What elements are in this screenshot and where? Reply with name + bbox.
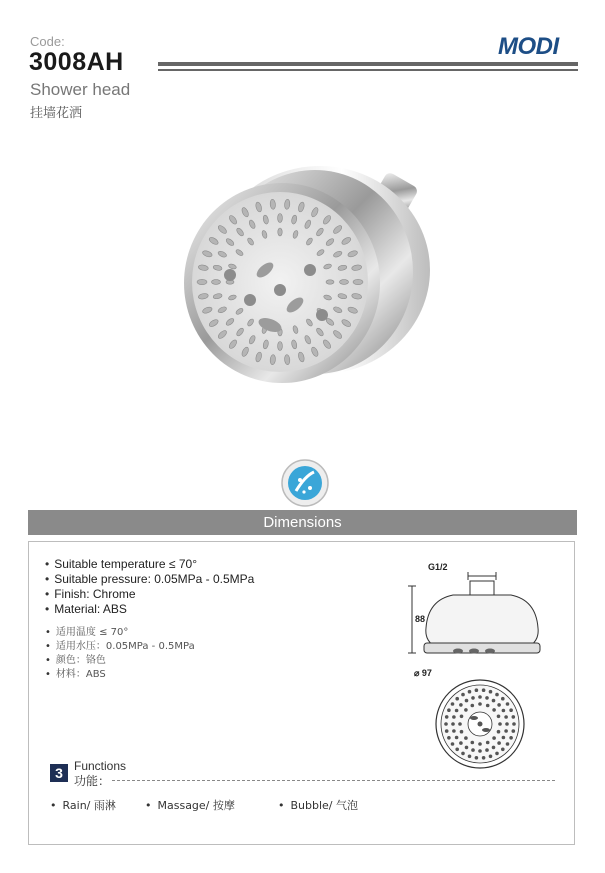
- technical-drawing: [398, 548, 548, 770]
- function-item-bubble: • Bubble/ 气泡: [278, 799, 359, 812]
- drawing-nozzle: [471, 696, 475, 700]
- drawing-nozzle: [471, 741, 475, 745]
- drawing-nozzle: [486, 741, 490, 745]
- drawing-nozzle: [447, 708, 451, 712]
- spec-en-item: • Suitable temperature ≤ 70°: [45, 557, 198, 571]
- shower-head-photo: [170, 150, 440, 420]
- spec-cn-item: • 适用温度 ≤ 70°: [45, 627, 129, 638]
- drawing-nozzle: [485, 748, 489, 752]
- nozzle: [340, 280, 349, 285]
- product-code: 3008AH: [29, 48, 124, 76]
- code-label: Code:: [30, 34, 65, 49]
- functions-divider: [112, 780, 555, 781]
- drawing-nozzle: [512, 722, 516, 726]
- drawing-nozzle: [501, 697, 505, 701]
- nozzle: [212, 280, 221, 285]
- function-item-massage: • Massage/ 按摩: [145, 799, 235, 812]
- nozzle: [278, 342, 283, 351]
- drawing-nozzle: [509, 708, 513, 712]
- drawing-nozzle: [492, 699, 496, 703]
- drawing-nozzle: [459, 703, 463, 707]
- drawing-nozzle: [478, 742, 482, 746]
- spec-en-item: • Material: ABS: [45, 602, 127, 616]
- drawing-nozzle: [478, 702, 482, 706]
- drawing-nozzle: [461, 693, 465, 697]
- drawing-nozzle: [455, 736, 459, 740]
- drawing-nozzle: [492, 708, 496, 712]
- drawing-nozzle: [465, 746, 469, 750]
- spec-cn-item: • 颜色：铬色: [45, 655, 106, 666]
- nozzle: [197, 279, 207, 284]
- drawing-nozzle: [497, 715, 501, 719]
- height-label: 88: [415, 614, 426, 624]
- brand-logo: MODI: [498, 33, 559, 60]
- drawing-nozzle: [486, 704, 490, 708]
- drawing-nozzle: [464, 736, 468, 740]
- drawing-nozzle: [505, 722, 509, 726]
- drawing-nozzle: [509, 736, 513, 740]
- diameter-label: ⌀ 97: [414, 668, 432, 678]
- dimensions-title: Dimensions: [263, 514, 342, 531]
- drawing-nozzle: [455, 748, 459, 752]
- nozzle: [326, 280, 334, 284]
- drawing-nozzle: [471, 704, 475, 708]
- drawing-nozzle: [492, 746, 496, 750]
- functions-title-en: Functions: [74, 759, 127, 773]
- drawing-nozzle: [478, 695, 482, 699]
- drawing-nozzle: [482, 756, 486, 760]
- drawing-nozzle: [512, 729, 516, 733]
- drawing-nozzle: [455, 709, 459, 713]
- drawing-nozzle: [471, 748, 475, 752]
- functions-count-badge: 3: [50, 764, 68, 782]
- drawing-nozzle: [451, 742, 455, 746]
- drawing-nozzle: [444, 722, 448, 726]
- nozzle: [278, 228, 282, 236]
- spec-en-item: • Suitable pressure: 0.05MPa - 0.5MPa: [45, 572, 255, 586]
- drawing-nozzle: [445, 715, 449, 719]
- drawing-nozzle: [460, 730, 464, 734]
- drawing-nozzle: [451, 702, 455, 706]
- drawing-nozzle: [464, 708, 468, 712]
- drawing-nozzle: [485, 696, 489, 700]
- drawing-nozzle: [458, 722, 462, 726]
- drawing-nozzle: [468, 690, 472, 694]
- drawing-nozzle: [495, 693, 499, 697]
- drawing-nozzle: [492, 736, 496, 740]
- drawing-nozzle: [504, 729, 508, 733]
- water-drop-icon: [280, 458, 330, 508]
- drawing-nozzle: [445, 729, 449, 733]
- drawing-nozzle: [478, 749, 482, 753]
- drawing-nozzle: [502, 736, 506, 740]
- drawing-nozzle: [482, 688, 486, 692]
- drawing-nozzle: [447, 736, 451, 740]
- product-name-cn: 挂墙花洒: [30, 106, 83, 121]
- drawing-nozzle: [475, 756, 479, 760]
- drawing-nozzle: [489, 690, 493, 694]
- dimensions-header: [28, 510, 577, 535]
- drawing-nozzle: [497, 703, 501, 707]
- drawing-nozzle: [459, 741, 463, 745]
- drawing-nozzle: [504, 715, 508, 719]
- drawing-nozzle: [475, 688, 479, 692]
- drawing-nozzle: [452, 729, 456, 733]
- drawing-nozzle: [497, 730, 501, 734]
- drawing-nozzle: [512, 715, 516, 719]
- drawing-nozzle: [502, 709, 506, 713]
- product-name-en: Shower head: [30, 80, 131, 99]
- drawing-nozzle: [465, 699, 469, 703]
- drawing-nozzle: [452, 715, 456, 719]
- thread-label: G1/2: [428, 562, 448, 572]
- drawing-nozzle: [498, 722, 502, 726]
- drawing-nozzle: [451, 722, 455, 726]
- spec-cn-item: • 材料：ABS: [45, 669, 106, 680]
- nozzle: [278, 214, 283, 223]
- header-divider: [158, 62, 578, 74]
- function-item-rain: • Rain/ 雨淋: [50, 799, 116, 812]
- drawing-nozzle: [506, 702, 510, 706]
- drawing-nozzle: [489, 755, 493, 759]
- drawing-nozzle: [506, 742, 510, 746]
- spec-en-item: • Finish: Chrome: [45, 587, 136, 601]
- drawing-nozzle: [501, 748, 505, 752]
- drawing-nozzle: [461, 752, 465, 756]
- drawing-nozzle: [468, 755, 472, 759]
- functions-title-cn: 功能：: [74, 774, 111, 788]
- drawing-nozzle: [460, 715, 464, 719]
- drawing-nozzle: [495, 752, 499, 756]
- drawing-nozzle: [455, 697, 459, 701]
- spec-cn-item: • 适用水压：0.05MPa - 0.5MPa: [45, 641, 195, 652]
- drawing-nozzle: [497, 741, 501, 745]
- nozzle: [353, 279, 363, 284]
